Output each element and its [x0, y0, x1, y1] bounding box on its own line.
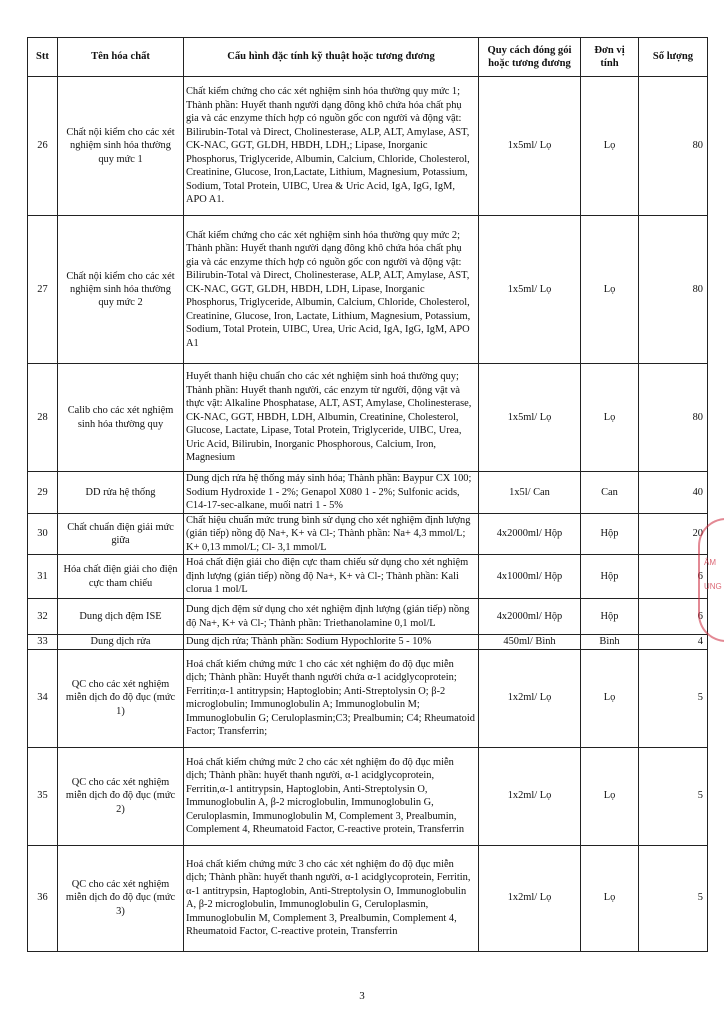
table-row: [28, 513, 708, 555]
cell-pack: 1x2ml/ Lọ: [479, 649, 581, 747]
cell-qty: 5: [639, 747, 708, 845]
cell-unit: Lọ: [581, 649, 639, 747]
cell-unit: Lọ: [581, 845, 639, 951]
cell-unit: Hộp: [581, 513, 639, 555]
table-row: [28, 845, 708, 951]
cell-spec: Chất kiểm chứng cho các xét nghiệm sinh hóa thường quy mức 2; Thành phần: Huyết thanh người dạng đông khô chứa hóa chất phụ gia và các enzyme thích hợp có nguồn gốc con người và động vật: Bilirubin-Total và Direct, Cholinesterase, ALP, ALT, Amylase, AST, CK-NAC, GGT, GLDH, HBDH, LDH, Lipase, Inorganic Phosphorus, Triglyceride, Albumin, Calcium, Chloride, Cholesterol, Creatinine, Glucose, Iron, Lactate, Lithium, Magnesium, Potassium, Sodium, Total Protein, UIBC, Urea, Uric Acid, IgA, IgG, IgM, APO A1: [184, 216, 479, 364]
cell-pack: 1x2ml/ Lọ: [479, 845, 581, 951]
header-name: Tên hóa chất: [58, 38, 184, 77]
cell-spec: Dung dịch rửa hệ thống máy sinh hóa; Thành phần: Baypur CX 100; Sodium Hydroxide 1 - 2%; Genapol X080 1 - 2%; Sulfonic acids, C14-17-sec-alkane, muối natri 1 - 5%: [184, 472, 479, 514]
cell-name: Chất nội kiểm cho các xét nghiệm sinh hóa thường quy mức 1: [58, 77, 184, 216]
table-row: [28, 364, 708, 472]
cell-stt: 32: [28, 599, 58, 635]
table-row: [28, 555, 708, 599]
cell-qty: 20: [639, 513, 708, 555]
cell-unit: Lọ: [581, 216, 639, 364]
table-row: [28, 472, 708, 514]
cell-spec: Huyết thanh hiệu chuẩn cho các xét nghiệm sinh hoá thường quy; Thành phần: Huyết thanh người, các enzym từ người, động vật và thực vật: Alkaline Phosphatase, ALT, AST, Amylase, Cholinesterase, CK-NAC, GGT, HBDH, LDH, Albumin, Creatinine, Cholesterol, Glucose, Lactate, Lipase, Total Protein, Triglyceride, UIBC, Urea, Uric Acid, Bilirubin, Inorganic Phosphorous, Calcium, Iron, Magnesium: [184, 364, 479, 472]
cell-spec: Dung dịch đệm sử dụng cho xét nghiệm định lượng (gián tiếp) nồng độ Na+, K+ và Cl-; Thành phần: Triethanolamine 0,1 mol/L: [184, 599, 479, 635]
cell-pack: 1x2ml/ Lọ: [479, 747, 581, 845]
cell-name: Dung dịch rửa: [58, 635, 184, 650]
cell-unit: Hộp: [581, 555, 639, 599]
cell-unit: Hộp: [581, 599, 639, 635]
cell-stt: 27: [28, 216, 58, 364]
cell-name: Chất nội kiểm cho các xét nghiệm sinh hóa thường quy mức 2: [58, 216, 184, 364]
cell-name: QC cho các xét nghiệm miễn dịch đo độ đục (mức 1): [58, 649, 184, 747]
cell-spec: Dung dịch rửa; Thành phần: Sodium Hypochlorite 5 - 10%: [184, 635, 479, 650]
cell-qty: 80: [639, 77, 708, 216]
cell-qty: 5: [639, 649, 708, 747]
cell-spec: Chất hiệu chuẩn mức trung bình sử dụng cho xét nghiệm định lượng (gián tiếp) nồng độ Na+, K+ và Cl-; Thành phần: Na+ 4,3 mmol/L; K+ 0,13 mmol/L; Cl- 3,1 mmol/L: [184, 513, 479, 555]
chemicals-table: [27, 37, 708, 952]
header-pack: Quy cách đóng gói hoặc tương đương: [479, 38, 581, 77]
cell-unit: Lọ: [581, 77, 639, 216]
cell-spec: Hoá chất kiểm chứng mức 3 cho các xét nghiệm đo độ đục miễn dịch; Thành phần: huyết thanh người, α-1 acidglycoprotein, Ferritin, α-1 antitrypsin, Haptoglobin, Anti-Streptolysin O, Immunoglobulin A, β-2 microglobulin, Immunoglobulin G, Ceruloplasmin, Immunoglobulin M, Complement 3, Prealbumin, Complement 4, Rheumatoid Factor, C-reactive protein, Transferrin: [184, 845, 479, 951]
cell-pack: 4x2000ml/ Hộp: [479, 513, 581, 555]
red-stamp: [698, 518, 724, 642]
cell-stt: 30: [28, 513, 58, 555]
cell-unit: Bình: [581, 635, 639, 650]
cell-qty: 4: [639, 635, 708, 650]
cell-unit: Lọ: [581, 747, 639, 845]
cell-unit: Can: [581, 472, 639, 514]
cell-pack: 1x5ml/ Lọ: [479, 364, 581, 472]
cell-spec: Hoá chất điện giải cho điện cực tham chiếu sử dụng cho xét nghiệm định lượng (gián tiếp) nồng độ Na+, K+ và Cl-; Thành phần: Kali clorua 1 mol/L: [184, 555, 479, 599]
cell-stt: 34: [28, 649, 58, 747]
header-spec: Cấu hình đặc tính kỹ thuật hoặc tương đương: [184, 38, 479, 77]
cell-pack: 1x5l/ Can: [479, 472, 581, 514]
table-row: [28, 747, 708, 845]
cell-spec: Hoá chất kiểm chứng mức 2 cho các xét nghiệm đo độ đục miễn dịch; Thành phần: huyết thanh người, α-1 acidglycoprotein, Ferritin,α-1 antitrypsin, Haptoglobin, Anti-Streptolysin O, Immunoglobulin A, β-2 microglobulin, Immunoglobulin G, Ceruloplasmin, Immunoglobulin M, Complement 3, Prealbumin, Complement 4, Rheumatoid Factor, C-reactive protein, Transferrin: [184, 747, 479, 845]
cell-qty: 6: [639, 599, 708, 635]
cell-stt: 26: [28, 77, 58, 216]
page-number: 3: [359, 990, 365, 1002]
cell-name: DD rửa hệ thống: [58, 472, 184, 514]
cell-unit: Lọ: [581, 364, 639, 472]
stamp-text-2: UNG: [704, 582, 722, 591]
table-row: [28, 635, 708, 650]
cell-name: Calib cho các xét nghiệm sinh hóa thường quy: [58, 364, 184, 472]
header-qty: Số lượng: [639, 38, 708, 77]
header-unit: Đơn vị tính: [581, 38, 639, 77]
header-stt: Stt: [28, 38, 58, 77]
cell-stt: 29: [28, 472, 58, 514]
cell-qty: 40: [639, 472, 708, 514]
cell-stt: 36: [28, 845, 58, 951]
cell-qty: 6: [639, 555, 708, 599]
table-row: [28, 649, 708, 747]
stamp-text-1: ÂM: [704, 558, 716, 567]
cell-stt: 28: [28, 364, 58, 472]
cell-pack: 450ml/ Bình: [479, 635, 581, 650]
cell-name: QC cho các xét nghiệm miễn dịch đo độ đục (mức 2): [58, 747, 184, 845]
cell-stt: 35: [28, 747, 58, 845]
cell-pack: 4x2000ml/ Hộp: [479, 599, 581, 635]
cell-spec: Hoá chất kiểm chứng mức 1 cho các xét nghiệm đo độ đục miễn dịch; Thành phần: Huyết thanh người chứa α-1 acidglycoprotein; Ferritin;α-1 antitrypsin; Haptoglobin; Anti-Streptolysin O; β-2 microglobulin; Immunoglobulin A; Immunoglobulin M; Immunoglobulin G; Ceruloplasmin;C3; Prealbumin; C4; Rheumatoid Factor; Transferrin;: [184, 649, 479, 747]
cell-pack: 1x5ml/ Lọ: [479, 216, 581, 364]
cell-qty: 80: [639, 364, 708, 472]
cell-stt: 31: [28, 555, 58, 599]
cell-spec: Chất kiểm chứng cho các xét nghiệm sinh hóa thường quy mức 1; Thành phần: Huyết thanh người dạng đông khô chứa hóa chất phụ gia và các enzyme thích hợp có nguồn gốc con người và động vật: Bilirubin-Total và Direct, Cholinesterase, ALP, ALT, Amylase, AST, CK-NAC, GGT, GLDH, HBDH, LDH,; Lipase, Inorganic Phosphorus, Triglyceride, Albumin, Calcium, Chloride, Cholesterol, Creatinine, Glucose, Iron,Lactate, Lithium, Magnesium, Potassium, Sodium, Total Protein, UIBC, Urea & Uric Acid, IgA, IgG, IgM, APO A1.: [184, 77, 479, 216]
cell-pack: 4x1000ml/ Hộp: [479, 555, 581, 599]
cell-qty: 80: [639, 216, 708, 364]
table-row: [28, 77, 708, 216]
cell-name: Chất chuẩn điện giải mức giữa: [58, 513, 184, 555]
table-row: [28, 216, 708, 364]
table-header-row: [28, 38, 708, 77]
cell-qty: 5: [639, 845, 708, 951]
cell-name: QC cho các xét nghiệm miễn dịch đo độ đục (mức 3): [58, 845, 184, 951]
cell-name: Dung dịch đệm ISE: [58, 599, 184, 635]
cell-stt: 33: [28, 635, 58, 650]
table-row: [28, 599, 708, 635]
cell-pack: 1x5ml/ Lọ: [479, 77, 581, 216]
cell-name: Hóa chất điện giải cho điện cực tham chiếu: [58, 555, 184, 599]
